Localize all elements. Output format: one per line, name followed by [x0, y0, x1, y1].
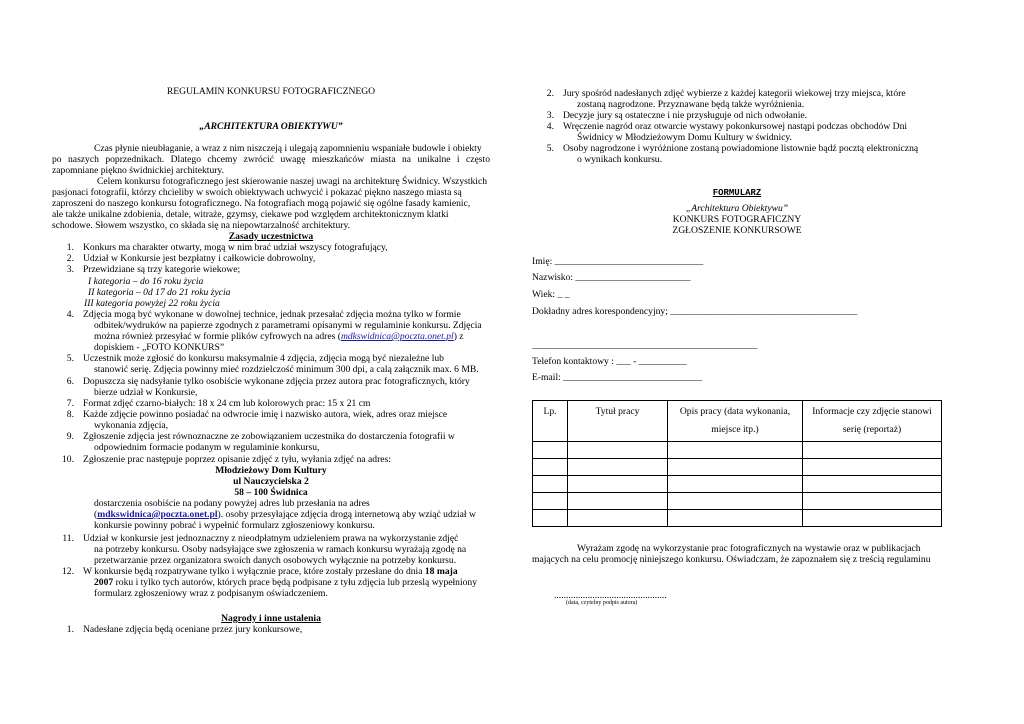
table-cell[interactable] [803, 459, 942, 476]
rules-heading: Zasady uczestnictwa [228, 231, 314, 242]
address-field[interactable]: Dokładny adres korespondencyjny; _______________________________________ [532, 306, 858, 317]
rule-item-11: 11. Udział w konkursie jest jednoznaczny z nieodpłatnym udzieleniem prawa na wykorzystanie zdjęć [62, 533, 459, 544]
intro-line: ale także unikalne zdobienia, detale, witraże, gzymsy, ciekawe pod względem architektonicznym klatki [52, 209, 449, 220]
table-cell[interactable] [533, 493, 568, 510]
rule-item-3: 3. Przewidziane są trzy kategorie wiekowe; [66, 264, 241, 275]
age-category-1: I kategoria – do 16 roku życia [88, 276, 204, 287]
rule-line: odbitek/wydruków na papierze zgodnych z parametrami opisanymi w regulaminie konkursu. Zdjęcia [94, 320, 482, 331]
table-cell[interactable] [668, 442, 803, 459]
address-line: Młodzieżowy Dom Kultury [215, 465, 327, 476]
age-category-3: III kategoria powyżej 22 roku życia [84, 298, 220, 309]
form-subtitle: KONKURS FOTOGRAFICZNY [672, 214, 802, 225]
email-field[interactable]: E-mail: _____________________________ [532, 372, 703, 383]
consent-text: mających na celu promocję niniejszego konkursu. Oświadczam, że zapoznałem się z treścią regulaminu [532, 554, 931, 565]
rule-line: na potrzeby konkursu. Osoby nadsyłające swe zgłoszenia w ramach konkursu wyrażają zgodę na [94, 544, 467, 555]
age-field[interactable]: Wiek: _ _ [532, 289, 570, 300]
form-subtitle: ZGŁOSZENIE KONKURSOWE [672, 225, 802, 236]
rule-item-12: 12. W konkursie będą rozpatrywane tylko i wyłącznie prace, które zostały przesłane do dnia 18 maja [62, 566, 458, 577]
table-row[interactable] [533, 476, 942, 493]
rule-item-7: 7. Format zdjęć czarno-białych: 18 x 24 cm lub kolorowych prac: 15 x 21 cm [66, 398, 371, 409]
email-link[interactable]: mdkswidnica@poczta.onet.pl [97, 509, 218, 520]
rule-line: stanowić serię. Zdjęcia powinny mieć rozdzielczość minimum 300 dpi, a calą załącznik max. 6 MB. [94, 364, 479, 375]
table-cell[interactable] [533, 459, 568, 476]
rule-item-6: 6. Dopuszcza się nadsyłanie tylko osobiście wykonane zdjęcia przez autora prac fotograficznych, który [66, 376, 470, 387]
table-cell[interactable] [803, 493, 942, 510]
intro-line: zapomniane piękno świdnickiej architektury. [52, 165, 225, 176]
intro-line: zaproszeni do naszego konkursu fotograficznego. Na fotografiach mogą pojawić się ogólne fasady kamienic, [52, 198, 471, 209]
table-row[interactable] [533, 459, 942, 476]
rule-line: dostarczenia osobiście na podany powyżej adres lub przesłania na adres [94, 498, 370, 509]
contest-name: „ARCHITEKTURA OBIEKTYWU” [199, 121, 343, 132]
age-category-2: II kategoria – 0d 17 do 21 roku życia [88, 287, 231, 298]
rule-line: wykonania zdjęcia, [94, 420, 169, 431]
table-header: Opis pracy (data wykonania, miejsce itp.) [668, 401, 803, 442]
table-cell[interactable] [803, 442, 942, 459]
rule-item-2: 2. Udział w Konkursie jest bezpłatny i całkowicie dobrowolny, [66, 253, 316, 264]
phone-field[interactable]: Telefon kontaktowy : ___ - __________ [532, 356, 687, 367]
table-cell[interactable] [568, 442, 668, 459]
works-table [532, 400, 942, 527]
rule-item-1: 1. Konkurs ma charakter otwarty, mogą w nim brać udział wszyscy fotografujący, [66, 242, 388, 253]
table-cell[interactable] [668, 459, 803, 476]
table-cell[interactable] [668, 476, 803, 493]
rule-line: można również przesyłać w formie plików cyfrowych na adres (mdkswidnica@poczta.onet.pl) z [94, 331, 464, 342]
prize-item-5: 5. Osoby nagrodzone i wyróżnione zostaną powiadomione listownie bądź pocztą elektroniczną [546, 143, 919, 154]
prize-line: zostaną nagrodzone. Przyznawane będą także wyróżnienia. [577, 99, 805, 110]
address-line: 58 – 100 Świdnica [234, 487, 308, 498]
signature-line[interactable]: ............................................... [554, 590, 667, 601]
table-cell[interactable] [803, 510, 942, 527]
prizes-heading: Nagrody i inne ustalenia [221, 613, 321, 624]
form-title: FORMULARZ [712, 188, 762, 198]
rule-line: 2007 roku i tylko tych autorów, których prace będą podpisane z tyłu zdjęcia lub przeslą wypełniony [94, 577, 478, 588]
rule-item-10: 10. Zgłoszenie prac następuje poprzez opisanie zdjęć z tyłu, wyłania zdjęć na adres: [62, 454, 391, 465]
rule-item-5: 5. Uczestnik może zgłosić do konkursu maksymalnie 4 zdjęcia, zdjęcia mogą być niezależne lub [66, 353, 444, 364]
rule-line: dopiskiem - „FOTO KONKURS” [94, 342, 225, 353]
table-cell[interactable] [568, 510, 668, 527]
prize-item-1: 1. Nadesłane zdjęcia będą oceniane przez jury konkursowe, [66, 624, 303, 635]
last-name-field[interactable]: Nazwisko: ________________________ [532, 272, 691, 283]
prize-item-4: 4. Wręczenie nagród oraz otwarcie wystawy pokonkursowej nastąpi podczas obchodów Dni [546, 121, 908, 132]
address-line: ul Nauczycielska 2 [233, 476, 309, 487]
table-header: Lp. [533, 401, 568, 442]
table-cell[interactable] [568, 459, 668, 476]
form-contest-name: „Architektura Obiektywu” [685, 203, 789, 214]
table-cell[interactable] [568, 493, 668, 510]
prize-item-3: 3. Decyzje jury są ostateczne i nie przysługuje od nich odwołanie. [546, 110, 808, 121]
address-field-continued[interactable]: _______________________________________________ [532, 340, 758, 351]
rule-line: (mdkswidnica@poczta.onet.pl). osoby przesyłające zdjęcia drogą internetową aby wziąć udział w [94, 509, 476, 520]
rule-line: konkursie powinny pobrać i wypełnić formularz zgłoszeniowy konkursu. [94, 520, 375, 531]
rule-line: bierze udział w Konkursie, [94, 387, 198, 398]
table-cell[interactable] [568, 476, 668, 493]
first-name-field[interactable]: Imię: _______________________________ [532, 256, 704, 267]
intro-line: po naszych poprzednikach. Dlatego chcemy zwrócić uwagę mieszkańców miasta na unikalne i często [52, 154, 490, 165]
intro-line: Czas płynie nieubłaganie, a wraz z nim niszczeją i ulegają zapomnieniu wspaniałe budowle i obiekty [94, 143, 482, 154]
rule-line: przetwarzanie przez organizatora swoich danych osobowych wyłącznie na potrzeby konkursu. [94, 555, 457, 566]
email-link[interactable]: mdkswidnica@poczta.onet.pl [340, 331, 454, 342]
rule-line: formularz zgłoszeniowy wraz z podpisanym oświadczeniem. [94, 588, 328, 599]
consent-text: Wyrażam zgodę na wykorzystanie prac fotograficznych na wystawie oraz w publikacjach [577, 543, 921, 554]
intro-line: pasjonaci fotografii, którzy chcieliby w swoich obiektywach uchwycić i pokazać piękno naszego miasta są [52, 187, 462, 198]
intro-line: schodowe. Słowem wszystko, co składa się na niepowtarzalność architektury. [52, 220, 351, 231]
rule-item-8: 8. Każde zdjęcie powinno posiadać na odwrocie imię i nazwisko autora, wiek, adres oraz miejsce [66, 409, 448, 420]
table-cell[interactable] [533, 442, 568, 459]
table-cell[interactable] [668, 493, 803, 510]
table-row[interactable] [533, 510, 942, 527]
prize-line: Świdnicy w Młodzieżowym Domu Kultury w świdnicy. [577, 132, 792, 143]
intro-line: Celem konkursu fotograficznego jest skierowanie naszej uwagi na architekturę Świdnicy. Wszystkich [97, 176, 488, 187]
table-cell[interactable] [533, 510, 568, 527]
document-title: REGULAMIN KONKURSU FOTOGRAFICZNEGO [166, 86, 376, 97]
table-header: Tytuł pracy [568, 401, 668, 442]
signature-label: (data, czytelny podpis autora) [566, 600, 638, 606]
table-cell[interactable] [803, 476, 942, 493]
table-header: Informacje czy zdjęcie stanowi serię (reportaż) [803, 401, 942, 442]
table-row[interactable] [533, 493, 942, 510]
prize-line: o wynikach konkursu. [577, 154, 662, 165]
rule-line: odpowiednim formacie podanym w regulaminie konkursu, [94, 442, 320, 453]
prize-item-2: 2. Jury spośród nadesłanych zdjęć wybierze z każdej kategorii wiekowej trzy miejsca, które [546, 88, 906, 99]
rule-item-4: 4. Zdjęcia mogą być wykonane w dowolnej technice, jednak przesałać zdjęcia można tylko w formie [66, 309, 461, 320]
table-cell[interactable] [533, 476, 568, 493]
table-cell[interactable] [668, 510, 803, 527]
rule-item-9: 9. Zgłoszenie zdjęcia jest równoznaczne ze zobowiązaniem uczestnika do dostarczenia fotografii w [66, 431, 455, 442]
table-header-row [533, 401, 942, 442]
table-row[interactable] [533, 442, 942, 459]
